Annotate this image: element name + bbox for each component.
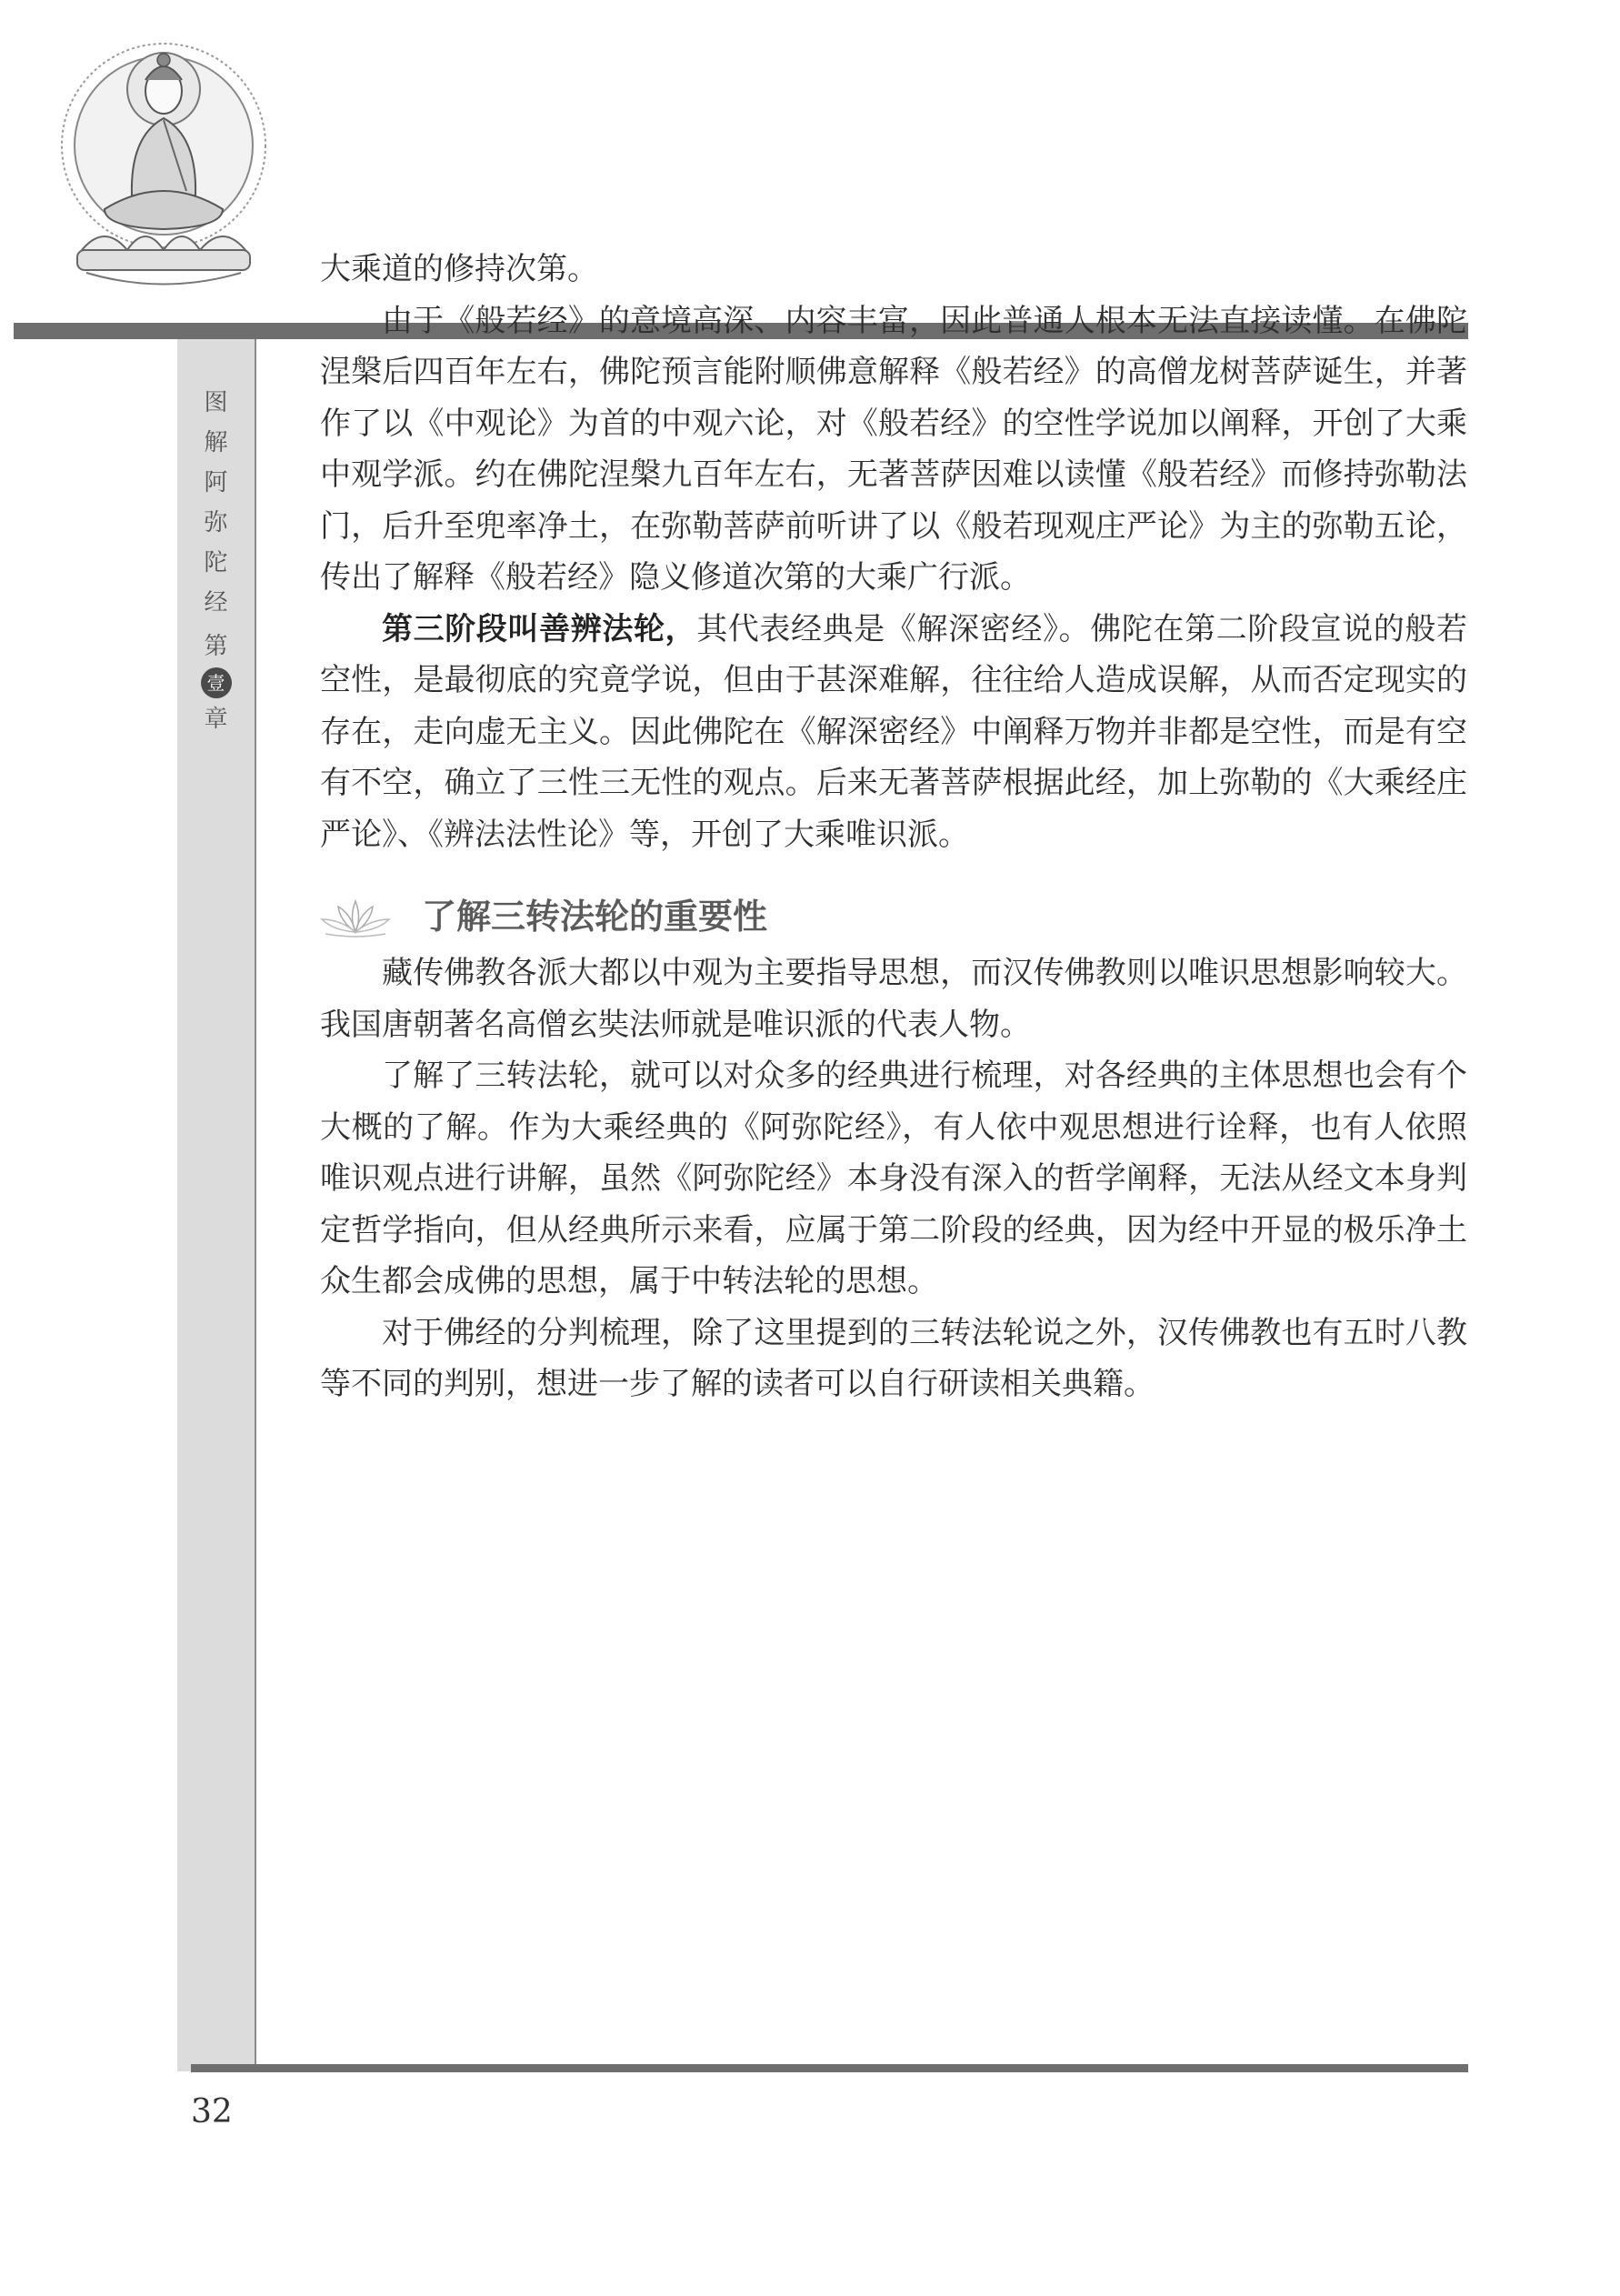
section-heading	[320, 887, 1467, 946]
section-heading-text: 了解三转法轮的重要性	[422, 896, 768, 937]
paragraph: 由于《般若经》的意境高深、内容丰富，因此普通人根本无法直接读懂。在佛陀涅槃后四百年左右，佛陀预言能附顺佛意解释《般若经》的高僧龙树菩萨诞生，并著作了以《中观论》为首的中观六论，对《般若经》的空性学说加以阐释，开创了大乘中观学派。约在佛陀涅槃九百年左右，无著菩萨因难以读懂《般若经》而修持弥勒法门，后升至兜率净土，在弥勒菩萨前听讲了以《般若现观庄严论》为主的弥勒五论，传出了解释《般若经》隐义修道次第的大乘广行派。	[320, 302, 1467, 596]
paragraph: 藏传佛教各派大都以中观为主要指导思想，而汉传佛教则以唯识思想影响较大。我国唐朝著名高僧玄奘法师就是唯识派的代表人物。	[320, 955, 1467, 1043]
chapter-suffix: 章	[204, 706, 228, 733]
chapter-prefix: 第	[204, 633, 228, 660]
chapter-label	[177, 628, 255, 737]
title-char: 经	[204, 589, 228, 617]
title-char: 阿	[204, 469, 228, 496]
chapter-number-badge: 壹	[201, 667, 232, 698]
lotus-icon	[315, 894, 396, 939]
chapter-sidebar	[177, 339, 256, 2071]
main-text	[320, 244, 1467, 1410]
paragraph	[320, 604, 1467, 861]
buddha-illustration	[50, 36, 277, 300]
paragraph: 对于佛经的分判梳理，除了这里提到的三转法轮说之外，汉传佛教也有五时八教等不同的判别，想进一步了解的读者可以自行研读相关典籍。	[320, 1314, 1467, 1402]
bold-lead: 第三阶段叫善辨法轮，	[382, 610, 697, 647]
title-char: 解	[204, 429, 228, 456]
paragraph: 大乘道的修持次第。	[320, 251, 598, 287]
paragraph: 了解了三转法轮，就可以对众多的经典进行梳理，对各经典的主体思想也会有个大概的了解。作为大乘经典的《阿弥陀经》，有人依中观思想进行诠释，也有人依照唯识观点进行讲解，虽然《阿弥陀经》本身没有深入的哲学阐释，无法从经文本身判定哲学指向，但从经典所示来看，应属于第二阶段的经典，因为经中开显的极乐净土众生都会成佛的思想，属于中转法轮的思想。	[320, 1058, 1467, 1299]
book-title-vertical	[177, 383, 255, 623]
title-char: 弥	[204, 509, 228, 536]
footer-rule	[191, 2064, 1468, 2072]
title-char: 陀	[204, 549, 228, 577]
title-char: 图	[204, 389, 228, 416]
paragraph-rest: 其代表经典是《解深密经》。佛陀在第二阶段宣说的般若空性，是最彻底的究竟学说，但由于甚深难解，往往给人造成误解，从而否定现实的存在，走向虚无主义。因此佛陀在《解深密经》中阐释万物并非都是空性，而是有空有不空，确立了三性三无性的观点。后来无著菩萨根据此经，加上弥勒的《大乘经庄严论》、《辨法法性论》等，开创了大乘唯识派。	[320, 610, 1468, 853]
page-number: 32	[191, 2093, 233, 2131]
